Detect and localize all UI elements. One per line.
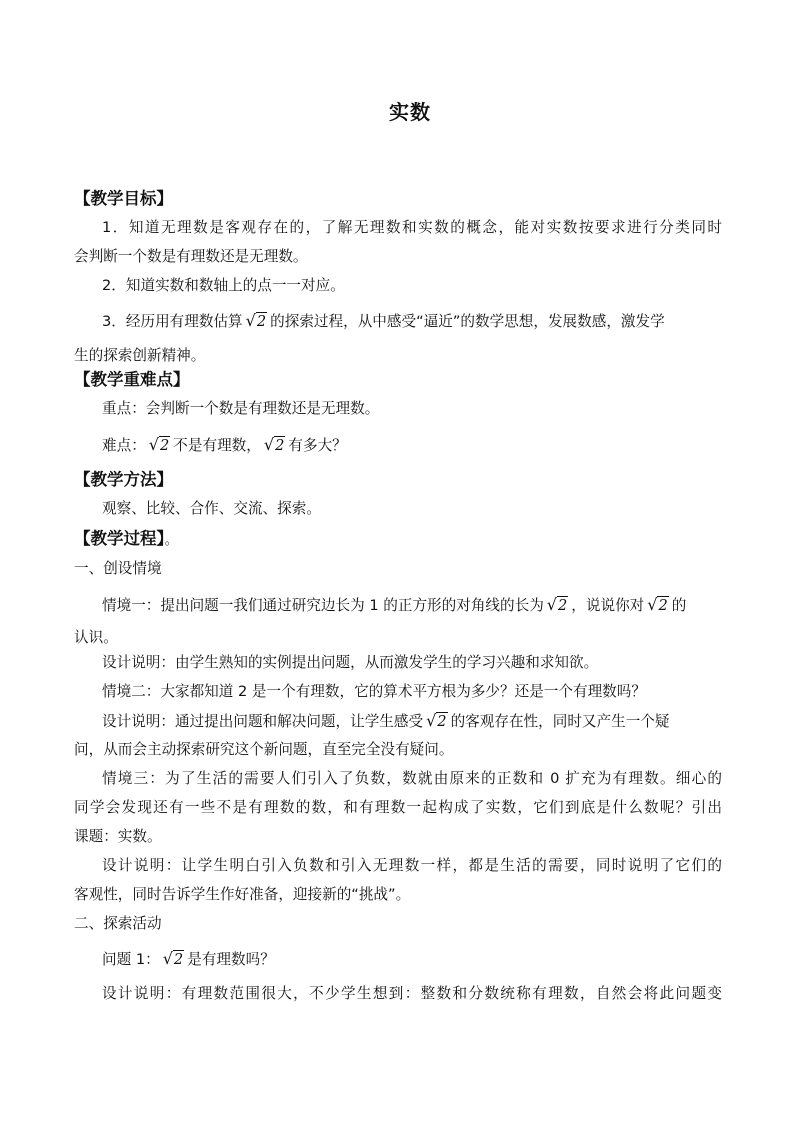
sqrt-2-symbol: √2 <box>148 435 170 454</box>
sqrt-2-symbol: √2 <box>546 595 568 614</box>
goal-2: 2．知道实数和数轴上的点一一对应。 <box>102 277 345 294</box>
heading-teaching-process: 【教学过程】。 <box>74 529 178 548</box>
scenario-2: 情境二：大家都知道 2 是一个有理数，它的算术平方根为多少？还是一个有理数吗？ <box>102 683 646 700</box>
question-1-text: 是有理数吗？ <box>187 951 275 968</box>
difficult-point <box>102 434 762 457</box>
page-title: 实数 <box>389 100 431 124</box>
design-note-2-text-b: 的客观存在性，同时又产生一个疑 <box>450 713 670 730</box>
question-1-label: 问题 1： <box>102 951 160 968</box>
sqrt-2-symbol: √2 <box>647 595 668 614</box>
goal-1-line-2: 会判断一个数是有理数还是无理数。 <box>74 248 308 265</box>
scenario-1-text-b: ，说说你对 <box>571 597 645 614</box>
goal-1-line-1: 1．知道无理数是客观存在的，了解无理数和实数的概念，能对实数按要求进行分类同时 <box>102 219 722 236</box>
scenario-1-text-c: 的 <box>671 597 687 614</box>
sqrt-2-symbol: √2 <box>426 711 447 730</box>
heading-teaching-methods: 【教学方法】 <box>74 470 173 489</box>
scenario-3-line-3: 课题：实数。 <box>74 828 162 845</box>
goal-3-text-a: 3．经历用有理数估算 <box>102 313 243 330</box>
methods-text: 观察、比较、合作、交流、探索。 <box>102 500 321 517</box>
design-note-2-line-2: 问，从而会主动探索研究这个新问题，直至完全没有疑问。 <box>74 741 454 758</box>
part-2-heading: 二、探索活动 <box>74 915 162 932</box>
design-note-3-line-2: 客观性，同时告诉学生作好准备，迎接新的“挑战”。 <box>74 886 411 903</box>
difficult-text-a: 不是有理数， <box>173 437 261 454</box>
sqrt-2-symbol: √2 <box>263 435 285 454</box>
scenario-1-text-a: 情境一：提出问题一我们通过研究边长为 1 的正方形的对角线的长为 <box>102 597 544 614</box>
difficult-label: 难点： <box>102 437 146 454</box>
scenario-3-line-1: 情境三：为了生活的需要人们引入了负数，数就由原来的正数和 0 扩充为有理数。细心的 <box>102 770 722 787</box>
sqrt-2-symbol: √2 <box>245 311 267 330</box>
key-point: 重点：会判断一个数是有理数还是无理数。 <box>102 400 380 417</box>
design-note-2-line-1 <box>102 710 762 733</box>
sqrt-2-symbol: √2 <box>162 949 184 968</box>
scenario-1-line-1 <box>102 594 762 617</box>
scenario-1-line-2: 认识。 <box>74 629 118 646</box>
part-1-heading: 一、创设情境 <box>74 560 162 577</box>
goal-3-line-1 <box>102 310 762 333</box>
design-note-2-text-a: 设计说明：通过提出问题和解决问题，让学生感受 <box>102 713 424 730</box>
design-note-4: 设计说明：有理数范围很大，不少学生想到：整数和分数统称有理数，自然会将此问题变 <box>102 985 722 1002</box>
heading-teaching-goals: 【教学目标】 <box>74 189 173 208</box>
scenario-3-line-2: 同学会发现还有一些不是有理数的数，和有理数一起构成了实数，它们到底是什么数呢？引出 <box>74 799 722 816</box>
question-1 <box>102 948 762 971</box>
design-note-1: 设计说明：由学生熟知的实例提出问题，从而激发学生的学习兴趣和求知欲。 <box>102 654 599 671</box>
design-note-3-line-1: 设计说明：让学生明白引入负数和引入无理数一样，都是生活的需要，同时说明了它们的 <box>102 857 722 874</box>
heading-key-difficult-points: 【教学重难点】 <box>74 370 190 389</box>
goal-3-line-2: 生的探索创新精神。 <box>74 347 206 364</box>
goal-3-text-b: 的探索过程，从中感受“逼近”的数学思想，发展数感，激发学 <box>270 313 665 330</box>
difficult-text-b: 有多大？ <box>288 437 347 454</box>
